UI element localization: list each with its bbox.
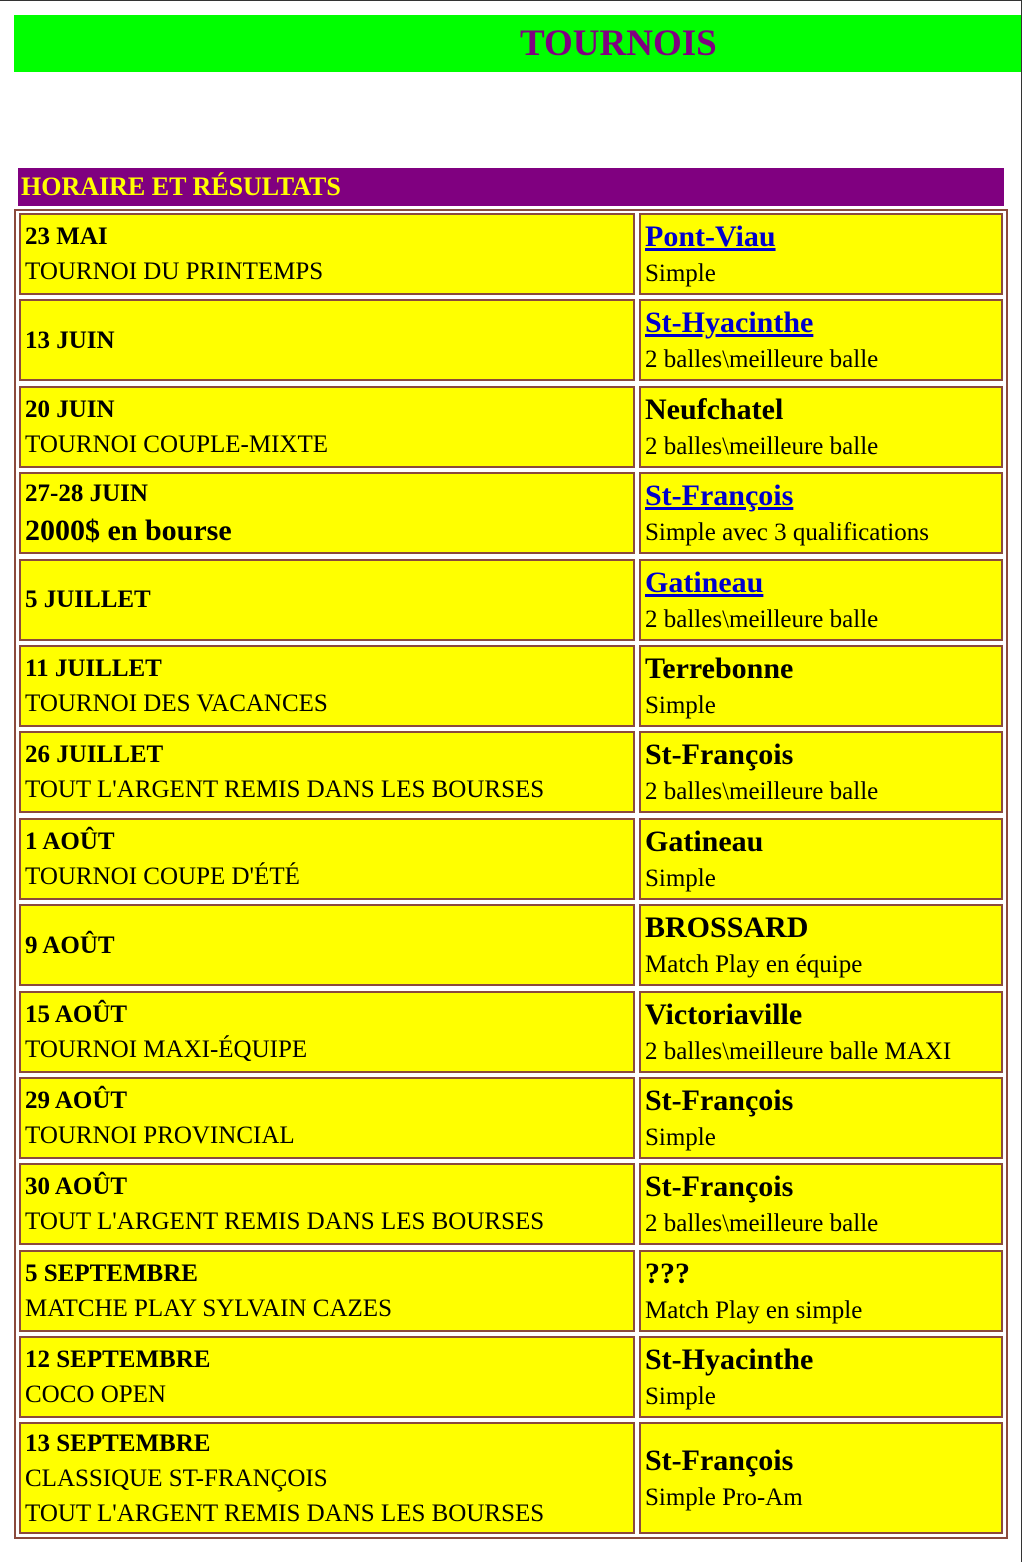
event-cell	[19, 213, 635, 295]
event-cell	[19, 904, 635, 986]
event-name: MATCHE PLAY SYLVAIN CAZES	[25, 1294, 392, 1322]
event-date: 13 JUIN	[25, 326, 115, 354]
event-cell	[19, 299, 635, 381]
location-link-gatineau[interactable]: Gatineau	[645, 565, 764, 599]
schedule-table	[14, 209, 1008, 1539]
event-cell	[19, 1250, 635, 1332]
event-location: ???	[645, 1256, 690, 1290]
event-name: TOURNOI MAXI-ÉQUIPE	[25, 1035, 308, 1063]
event-format: Simple avec 3 qualifications	[645, 519, 929, 547]
table-row	[19, 1077, 1003, 1159]
table-row	[19, 213, 1003, 295]
event-date: 30 AOÛT	[25, 1173, 128, 1201]
event-location: Victoriaville	[645, 997, 803, 1031]
event-date: 20 JUIN	[25, 395, 115, 423]
event-format: 2 balles\meilleure balle	[645, 778, 879, 806]
event-cell	[19, 1422, 635, 1534]
event-format: 2 balles\meilleure balle	[645, 605, 879, 633]
event-cell	[19, 645, 635, 727]
event-format: Simple	[645, 1123, 716, 1151]
event-date: 1 AOÛT	[25, 827, 115, 855]
section-title: HORAIRE ET RÉSULTATS	[21, 172, 341, 201]
venue-cell	[639, 1336, 1003, 1418]
event-name: TOURNOI DES VACANCES	[25, 689, 328, 717]
page-title: TOURNOIS	[520, 23, 717, 64]
venue-cell	[639, 559, 1003, 641]
event-cell	[19, 1163, 635, 1245]
location-link-pont-viau[interactable]: Pont-Viau	[645, 220, 776, 253]
table-row	[19, 1422, 1003, 1534]
venue-cell	[639, 818, 1003, 900]
event-name: TOUT L'ARGENT REMIS DANS LES BOURSES	[25, 776, 545, 804]
table-row	[19, 731, 1003, 813]
venue-cell	[639, 386, 1003, 468]
section-header	[18, 168, 1004, 206]
table-row	[19, 645, 1003, 727]
location-link-st-francois[interactable]: St-François	[645, 479, 794, 513]
event-cell	[19, 1077, 635, 1159]
venue-cell	[639, 645, 1003, 727]
event-format: 2 balles\meilleure balle	[645, 432, 879, 460]
location-link-st-hyacinthe[interactable]: St-Hyacinthe	[645, 306, 814, 340]
event-cell	[19, 386, 635, 468]
table-row	[19, 559, 1003, 641]
event-cell	[19, 559, 635, 641]
venue-cell	[639, 1422, 1003, 1534]
venue-cell	[639, 991, 1003, 1073]
event-format: Simple Pro-Am	[645, 1484, 803, 1512]
event-cell	[19, 991, 635, 1073]
event-format: Simple	[645, 260, 716, 287]
venue-cell	[639, 1077, 1003, 1159]
event-cell	[19, 818, 635, 900]
event-note: TOUT L'ARGENT REMIS DANS LES BOURSES	[25, 1499, 545, 1527]
event-date: 15 AOÛT	[25, 1000, 128, 1028]
event-date: 5 SEPTEMBRE	[25, 1259, 198, 1287]
event-format: Match Play en équipe	[645, 951, 863, 979]
event-date: 9 AOÛT	[25, 931, 115, 959]
event-location: St-François	[645, 1444, 794, 1478]
event-name: CLASSIQUE ST-FRANÇOIS	[25, 1464, 328, 1492]
event-format: Simple	[645, 1383, 716, 1411]
event-location: Gatineau	[645, 824, 764, 858]
event-date: 11 JUILLET	[25, 654, 162, 682]
event-date: 27-28 JUIN	[25, 480, 148, 508]
venue-cell	[639, 1163, 1003, 1245]
event-cell	[19, 472, 635, 554]
event-date: 5 JUILLET	[25, 586, 151, 614]
table-row	[19, 1336, 1003, 1418]
event-format: 2 balles\meilleure balle	[645, 1210, 879, 1238]
table-row	[19, 1163, 1003, 1245]
event-date: 26 JUILLET	[25, 741, 164, 769]
table-row	[19, 386, 1003, 468]
event-name: TOURNOI DU PRINTEMPS	[25, 258, 324, 285]
event-location: Neufchatel	[645, 392, 784, 426]
event-location: Terrebonne	[645, 651, 794, 685]
event-location: St-François	[645, 738, 794, 772]
event-name: TOURNOI PROVINCIAL	[25, 1121, 295, 1149]
table-row	[19, 904, 1003, 986]
venue-cell	[639, 299, 1003, 381]
event-cell	[19, 1336, 635, 1418]
event-cell	[19, 731, 635, 813]
title-bar	[14, 15, 1021, 72]
table-row	[19, 1250, 1003, 1332]
venue-cell	[639, 472, 1003, 554]
event-date: 13 SEPTEMBRE	[25, 1429, 211, 1457]
event-name: TOUT L'ARGENT REMIS DANS LES BOURSES	[25, 1208, 545, 1236]
event-format: Simple	[645, 691, 716, 719]
event-location: St-François	[645, 1170, 794, 1204]
event-name: TOURNOI COUPLE-MIXTE	[25, 430, 328, 458]
event-format: Simple	[645, 864, 716, 892]
table-row	[19, 818, 1003, 900]
event-location: St-Hyacinthe	[645, 1343, 814, 1377]
table-row	[19, 472, 1003, 554]
venue-cell	[639, 213, 1003, 295]
event-format: Match Play en simple	[645, 1296, 863, 1324]
event-format: 2 balles\meilleure balle MAXI	[645, 1037, 952, 1065]
venue-cell	[639, 904, 1003, 986]
event-location: BROSSARD	[645, 911, 809, 945]
table-row	[19, 991, 1003, 1073]
event-date: 29 AOÛT	[25, 1086, 128, 1114]
event-name: TOURNOI COUPE D'ÉTÉ	[25, 862, 300, 890]
event-date: 12 SEPTEMBRE	[25, 1346, 211, 1374]
venue-cell	[639, 1250, 1003, 1332]
event-format: 2 balles\meilleure balle	[645, 346, 879, 374]
event-name: COCO OPEN	[25, 1381, 166, 1409]
event-prize: 2000$ en bourse	[25, 514, 232, 548]
table-row	[19, 299, 1003, 381]
event-date: 23 MAI	[25, 223, 108, 250]
event-location: St-François	[645, 1083, 794, 1117]
venue-cell	[639, 731, 1003, 813]
